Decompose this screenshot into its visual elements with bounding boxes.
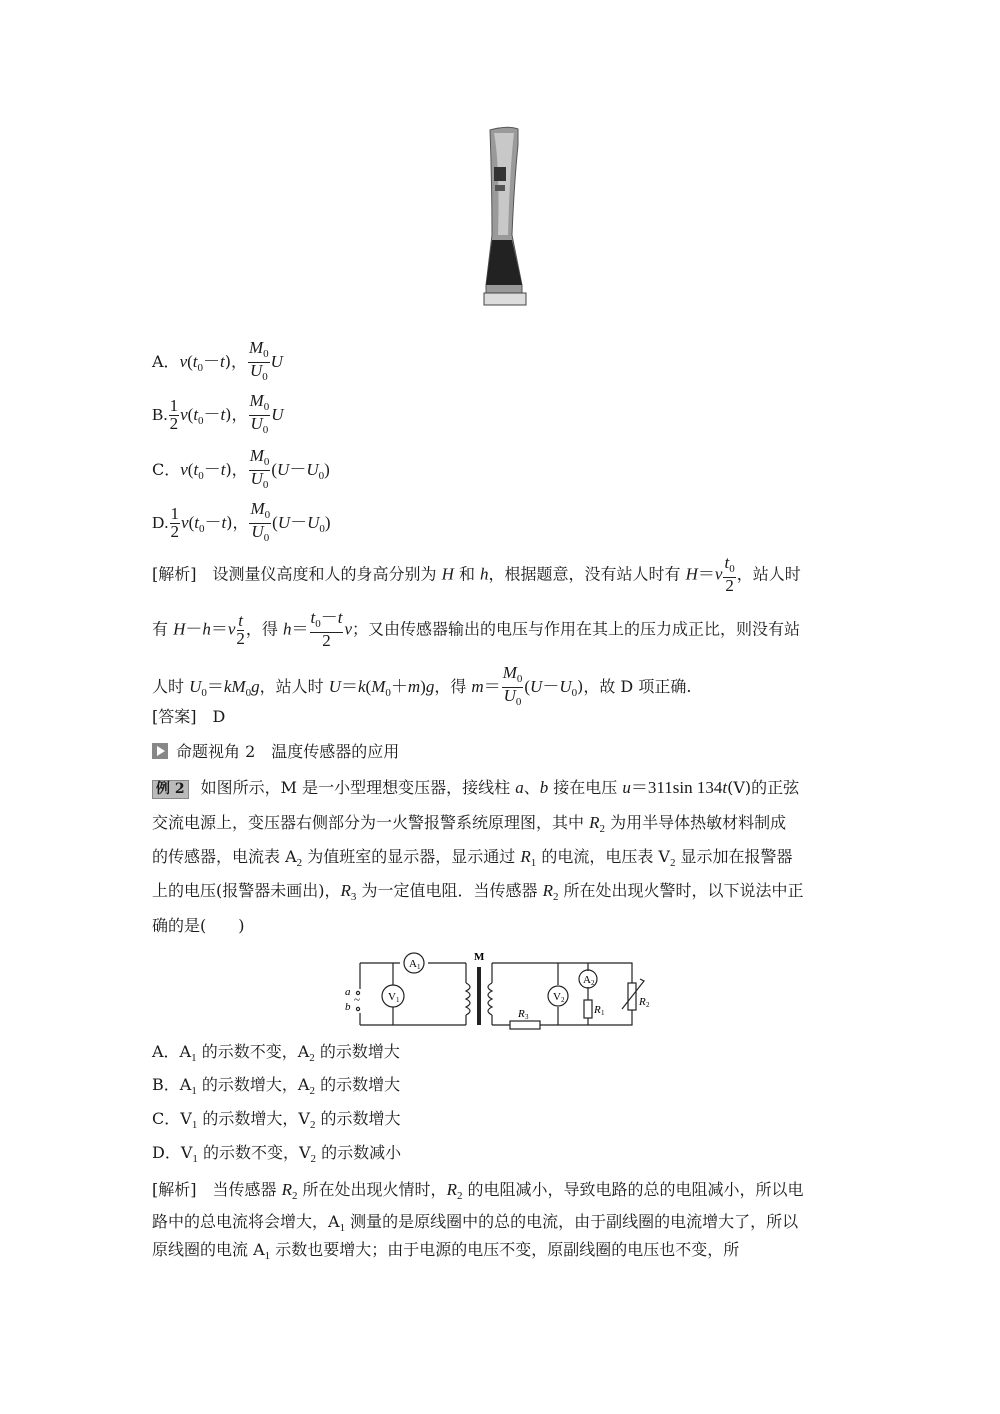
subscript: 0 [262, 479, 269, 491]
text: 有 [152, 619, 174, 639]
text: － [185, 619, 203, 639]
subscript: 0 [385, 687, 391, 700]
math-variable: M [249, 338, 264, 357]
text: )， [226, 513, 249, 532]
math-variable: U [250, 469, 263, 488]
text: 所在处出现火警时，以下说法中正 [558, 881, 804, 900]
subscript: 0 [197, 362, 204, 375]
text: ＝311sin 134 [630, 778, 723, 797]
subscript: 0 [201, 687, 207, 700]
math-variable: U [530, 677, 543, 696]
math-variable: t [221, 513, 227, 532]
math-variable: kM [223, 677, 246, 696]
text: ( [271, 460, 278, 479]
fraction [310, 610, 344, 650]
fraction-numerator [249, 448, 271, 471]
math-variable: t [193, 405, 199, 424]
text: 确的是( ) [152, 916, 245, 935]
math-variable: U [271, 405, 284, 424]
text: (V)的正弦 [727, 778, 800, 797]
text: 为值班室的显示器，显示通过 [302, 847, 521, 866]
subscript: 0 [515, 696, 522, 708]
example-line [152, 881, 804, 907]
fraction-denominator [251, 471, 269, 493]
text: 2 [322, 631, 331, 650]
voltmeter-v2-label: V [553, 991, 561, 1003]
fraction-denominator [725, 578, 734, 595]
resistor-r3-subscript: 3 [525, 1013, 529, 1021]
text: － [320, 608, 338, 627]
subscript: 1 [530, 857, 537, 870]
text: ) [324, 460, 330, 479]
fraction-denominator [322, 633, 331, 650]
math-variable: v [714, 564, 723, 584]
math-variable: t [220, 460, 226, 479]
text: )， [225, 405, 248, 424]
section-title [152, 742, 399, 762]
math-variable: U [306, 460, 319, 479]
text: 显示加在报警器 [675, 847, 793, 866]
subscript: 0 [245, 687, 252, 700]
resistor-r2-subscript: 2 [646, 1001, 650, 1009]
math-variable: R [542, 881, 553, 900]
text: 为用半导体热敏材料制成 [604, 813, 787, 832]
text: 的示数不变，A [196, 1042, 310, 1061]
subscript: 2 [309, 1119, 316, 1132]
subscript: 0 [264, 509, 271, 521]
fraction-numerator [723, 555, 735, 578]
resistor-r3-label: R [518, 1008, 525, 1020]
example-line [152, 778, 799, 799]
text: 上的电压(报警器未画出)， [152, 881, 341, 900]
analysis-line [152, 665, 691, 710]
resistor-r1-label: R [594, 1004, 601, 1016]
play-triangle-icon [152, 743, 168, 759]
subscript: 0 [263, 456, 270, 468]
voltmeter-v1-label: V [388, 991, 396, 1003]
text: 的电阻减小，导致电路的总的电阻减小，所以电 [462, 1180, 804, 1199]
text: 的电流，电压表 V [536, 847, 670, 866]
text: 为一定值电阻．当传感器 [356, 881, 543, 900]
subscript: 0 [263, 532, 270, 544]
text: ，站人时 [736, 564, 801, 584]
text: A．A [152, 1042, 192, 1061]
math-variable: H [173, 619, 186, 639]
math-variable: R [281, 1180, 292, 1199]
text: ( [187, 352, 193, 371]
text: D．V [152, 1143, 193, 1162]
text: ( [272, 513, 278, 532]
math-variable: U [277, 460, 290, 479]
math-variable: H [685, 564, 698, 584]
math-variable: v [227, 619, 236, 639]
subscript: 2 [310, 1153, 317, 1166]
math-variable: t [192, 352, 198, 371]
svg-text:2: 2 [561, 996, 565, 1004]
math-variable: R [520, 847, 531, 866]
text: ( [187, 405, 194, 424]
math-variable: t [220, 405, 226, 424]
math-variable: U [270, 352, 283, 371]
resistor-r2-label: R [639, 996, 646, 1008]
math-variable: U [277, 513, 291, 532]
resistor-r1-subscript: 1 [601, 1009, 605, 1017]
text: － [542, 677, 560, 696]
analysis-line [152, 1180, 804, 1206]
text: 2 [169, 414, 179, 433]
text: ；又由传感器输出的电压与作用在其上的压力成正比，则没有站 [352, 619, 801, 639]
example-line [152, 813, 786, 839]
math-variable: M [249, 391, 264, 410]
text: 原线圈的电流 A [152, 1240, 265, 1259]
text: ＝ [697, 564, 715, 584]
option-line [152, 501, 331, 546]
circuit-label-M: M [474, 951, 485, 963]
text: 和 [453, 564, 481, 584]
text: 的示数减小 [316, 1143, 402, 1162]
fraction-denominator [171, 524, 180, 541]
example-line [152, 916, 245, 936]
math-variable: m [471, 677, 484, 696]
subscript: 2 [291, 1190, 298, 1203]
math-variable: M [250, 499, 265, 518]
math-variable: t [193, 460, 199, 479]
math-variable: v [180, 405, 188, 424]
math-variable: R [340, 881, 351, 900]
example-badge: 例 2 [152, 780, 189, 799]
subscript: 2 [669, 857, 676, 870]
analysis-line [152, 555, 801, 595]
math-variable: k [357, 677, 366, 696]
fraction-denominator [504, 688, 522, 710]
subscript: 0 [198, 470, 204, 483]
text: 、 [523, 778, 540, 797]
subscript: 0 [198, 523, 205, 536]
fraction [169, 398, 180, 433]
subscript: 0 [198, 415, 204, 428]
math-variable: g [251, 677, 260, 696]
text: － [290, 513, 308, 532]
text: A． [152, 352, 180, 371]
math-variable: U [251, 522, 264, 541]
math-variable: U [250, 414, 263, 433]
text: ＋ [390, 677, 408, 696]
fraction [249, 448, 271, 493]
example-line [152, 847, 793, 873]
svg-text:2: 2 [591, 979, 595, 987]
math-variable: H [441, 564, 454, 584]
option-line [152, 1042, 400, 1068]
option-line [152, 448, 330, 493]
math-variable: t [722, 778, 728, 797]
text: 测量的是原线圈中的总的电流，由于副线圈的电流增大了，所以 [345, 1212, 799, 1231]
text: 路中的总电流将会增大，A [152, 1212, 340, 1231]
math-variable: t [238, 610, 244, 630]
subscript: 0 [729, 563, 735, 575]
text: D. [152, 513, 169, 532]
text: 的示数增大，A [196, 1075, 310, 1094]
subscript: 0 [262, 371, 268, 383]
math-variable: b [539, 778, 549, 797]
text: C． [152, 460, 181, 479]
subscript: 1 [192, 1153, 198, 1166]
text: ＝ [210, 619, 228, 639]
option-line [152, 1109, 401, 1135]
text: 的示数不变，V [197, 1143, 311, 1162]
subscript: 2 [296, 857, 303, 870]
text: 的示数增大 [315, 1109, 401, 1128]
fraction-denominator [170, 416, 179, 433]
fraction-denominator [236, 628, 245, 648]
subscript: 2 [309, 1085, 315, 1098]
text: － [203, 352, 221, 371]
text: ( [188, 513, 195, 532]
circuit-label-a: a [345, 986, 351, 998]
text: )， [225, 460, 248, 479]
math-variable: v [179, 352, 188, 371]
text: ，得 [434, 677, 472, 696]
text: ＝ [291, 619, 309, 639]
text: － [204, 513, 222, 532]
subscript: 2 [552, 891, 559, 904]
text: 示数也要增大；由于电源的电压不变，原副线圈的电压也不变，所 [270, 1240, 740, 1259]
text: [答案] D [152, 707, 226, 726]
analysis-line [152, 1240, 739, 1266]
text: 交流电源上，变压器右侧部分为一火警报警系统原理图，其中 [152, 813, 590, 832]
ammeter-a1-label: A [409, 958, 417, 970]
math-variable: h [480, 564, 489, 584]
text: － [203, 405, 221, 424]
text: 所在处出现火情时， [297, 1180, 447, 1199]
text: ，得 [245, 619, 284, 639]
subscript: 0 [315, 618, 321, 630]
circuit-diagram [340, 945, 660, 1035]
math-variable: a [515, 778, 524, 797]
text: [解析] 当传感器 [152, 1180, 282, 1199]
subscript: 0 [318, 470, 325, 483]
fraction-numerator [249, 393, 271, 416]
subscript: 0 [571, 687, 578, 700]
subscript: 1 [191, 1085, 197, 1098]
text: 人时 [152, 677, 190, 696]
math-variable: v [181, 513, 189, 532]
text: )，故 D 项正确. [577, 677, 692, 696]
section-title-text: 命题视角 2 温度传感器的应用 [176, 742, 400, 761]
text: ) [324, 513, 331, 532]
fraction-numerator [249, 501, 271, 524]
math-variable: M [249, 446, 264, 465]
text: 2 [725, 576, 734, 595]
text: ( [365, 677, 372, 696]
math-variable: h [202, 619, 211, 639]
subscript: 0 [319, 523, 325, 536]
text: 2 [236, 628, 245, 648]
text: － [203, 460, 221, 479]
math-variable: U [249, 361, 263, 380]
text: C．V [152, 1109, 192, 1128]
fraction-denominator [251, 524, 269, 546]
text: B. [152, 405, 168, 424]
subscript: 2 [456, 1190, 463, 1203]
fraction [249, 393, 271, 438]
svg-text:~: ~ [354, 994, 360, 1006]
math-variable: v [344, 619, 353, 639]
text: 1 [169, 396, 179, 415]
text: 如图所示，M 是一小型理想变压器，接线柱 [200, 778, 516, 797]
math-variable: t [724, 553, 730, 572]
fraction-numerator [310, 610, 344, 633]
subscript: 2 [599, 823, 605, 836]
text: ( [524, 677, 531, 696]
text: )， [224, 352, 247, 371]
math-variable: h [283, 619, 292, 639]
text: 2 [170, 522, 180, 541]
fraction-denominator [250, 363, 268, 385]
fraction [723, 555, 735, 595]
math-variable: v [180, 460, 188, 479]
svg-text:1: 1 [417, 963, 421, 971]
math-variable: t [220, 352, 225, 371]
math-variable: M [502, 663, 517, 682]
text: 的示数增大 [314, 1042, 400, 1061]
text: 的示数增大 [314, 1075, 401, 1094]
math-variable: g [425, 677, 435, 696]
text: ＝ [483, 677, 501, 696]
subscript: 0 [262, 424, 269, 436]
text: ，根据题意，没有站人时有 [488, 564, 686, 584]
subscript: 1 [339, 1222, 346, 1235]
subscript: 1 [191, 1052, 197, 1065]
option-line [152, 1143, 401, 1169]
math-variable: U [328, 677, 341, 696]
text: [解析] 设测量仪高度和人的身高分别为 [152, 564, 442, 584]
math-variable: U [307, 513, 320, 532]
math-variable: m [407, 677, 421, 696]
text: ( [187, 460, 194, 479]
text: ，站人时 [259, 677, 329, 696]
text: ＝ [340, 677, 358, 696]
answer-line [152, 707, 225, 727]
math-variable: U [503, 686, 516, 705]
text: 的传感器，电流表 A [152, 847, 297, 866]
svg-text:1: 1 [396, 996, 400, 1004]
subscript: 0 [263, 348, 269, 360]
subscript: 1 [191, 1119, 198, 1132]
math-variable: R [446, 1180, 457, 1199]
height-weight-scale-image [478, 125, 534, 310]
subscript: 1 [264, 1250, 271, 1263]
text: ) [420, 677, 426, 696]
fraction-numerator [248, 340, 270, 363]
fraction [502, 665, 524, 710]
circuit-label-b: b [345, 1001, 351, 1013]
fraction [249, 501, 271, 546]
math-variable: t [337, 608, 343, 627]
subscript: 3 [350, 891, 357, 904]
text: 的示数增大，V [197, 1109, 310, 1128]
analysis-line [152, 1212, 798, 1238]
fraction [170, 506, 181, 541]
math-variable: R [589, 813, 600, 832]
option-line [152, 1075, 400, 1101]
text: － [289, 460, 307, 479]
text: ＝ [206, 677, 224, 696]
fraction-numerator [502, 665, 524, 688]
math-variable: M [371, 677, 386, 696]
fraction [236, 610, 245, 648]
ammeter-a2-label: A [583, 974, 591, 986]
math-variable: t [194, 513, 199, 532]
option-line [152, 393, 283, 438]
fraction-denominator [250, 416, 268, 438]
subscript: 2 [309, 1052, 315, 1065]
fraction [248, 340, 270, 385]
text: B．A [152, 1075, 192, 1094]
text: 1 [170, 504, 180, 523]
math-variable: t [310, 608, 316, 627]
math-variable: U [189, 677, 202, 696]
text: 接在电压 [548, 778, 623, 797]
math-variable: u [622, 778, 631, 797]
analysis-line [152, 610, 800, 650]
subscript: 0 [263, 401, 270, 413]
math-variable: U [559, 677, 572, 696]
subscript: 0 [516, 673, 523, 685]
option-line [152, 340, 283, 385]
